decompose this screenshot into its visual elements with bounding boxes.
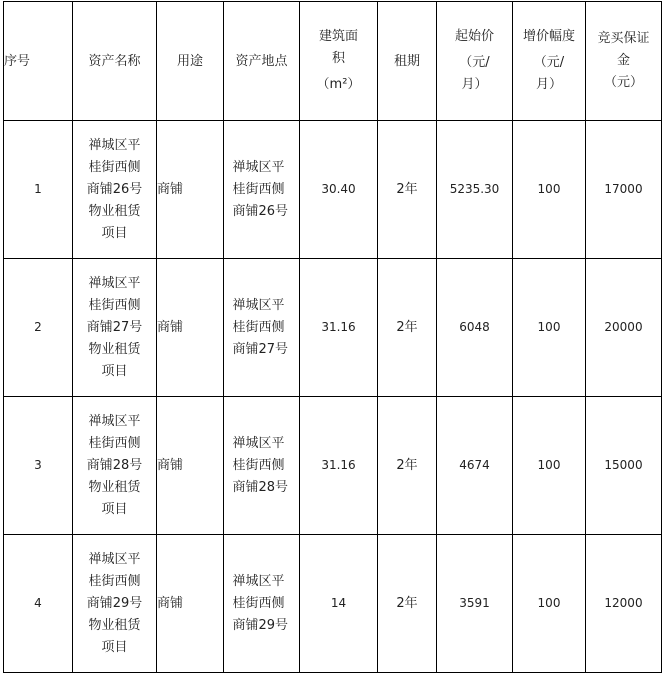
header-area-line2: 积: [331, 51, 345, 66]
table-row: [4, 259, 662, 397]
cell-term: 2年: [378, 397, 437, 535]
cell-name: 禅城区平桂街西侧商铺29号物业租赁项目: [73, 535, 157, 673]
header-use: 用途: [157, 2, 224, 121]
header-term: 租期: [378, 2, 437, 121]
cell-no: 2: [4, 259, 73, 397]
header-increment-label: 增价幅度: [522, 29, 575, 44]
header-no: 序号: [4, 2, 73, 121]
cell-use: 商铺: [157, 535, 224, 673]
cell-deposit: 20000: [586, 259, 662, 397]
header-area: [300, 2, 378, 121]
cell-start-price: 3591: [437, 535, 513, 673]
header-deposit: [586, 2, 662, 121]
table-row: [4, 397, 662, 535]
header-start-unit-1: （元/: [459, 55, 490, 70]
cell-location: 禅城区平桂街西侧商铺28号: [224, 397, 300, 535]
header-increment: [513, 2, 586, 121]
table-row: [4, 121, 662, 259]
header-start-price-label: 起始价: [454, 29, 494, 44]
cell-area: 31.16: [300, 397, 378, 535]
cell-start-price: 5235.30: [437, 121, 513, 259]
cell-term: 2年: [378, 121, 437, 259]
lease-table: [3, 1, 662, 673]
table-header: [4, 2, 662, 121]
cell-increment: 100: [513, 121, 586, 259]
cell-start-price: 4674: [437, 397, 513, 535]
header-deposit-unit: （元）: [603, 75, 643, 90]
cell-name: 禅城区平桂街西侧商铺27号物业租赁项目: [73, 259, 157, 397]
cell-start-price: 6048: [437, 259, 513, 397]
cell-use: 商铺: [157, 397, 224, 535]
cell-area: 14: [300, 535, 378, 673]
cell-name: 禅城区平桂街西侧商铺26号物业租赁项目: [73, 121, 157, 259]
table-body: [4, 121, 662, 673]
header-start-price: [437, 2, 513, 121]
header-area-unit: （m²）: [316, 77, 361, 92]
header-name: 资产名称: [73, 2, 157, 121]
cell-deposit: 12000: [586, 535, 662, 673]
cell-increment: 100: [513, 397, 586, 535]
cell-use: 商铺: [157, 121, 224, 259]
header-area-line1: 建筑面: [318, 29, 358, 44]
cell-area: 30.40: [300, 121, 378, 259]
cell-location: 禅城区平桂街西侧商铺27号: [224, 259, 300, 397]
cell-term: 2年: [378, 535, 437, 673]
header-deposit-line1: 竞买保证: [597, 31, 650, 46]
cell-location: 禅城区平桂街西侧商铺26号: [224, 121, 300, 259]
header-deposit-line2: 金: [616, 53, 630, 68]
cell-no: 3: [4, 397, 73, 535]
cell-no: 1: [4, 121, 73, 259]
header-start-unit-2: 月）: [461, 77, 488, 92]
header-inc-unit-1: （元/: [533, 55, 565, 70]
cell-increment: 100: [513, 535, 586, 673]
cell-location: 禅城区平桂街西侧商铺29号: [224, 535, 300, 673]
cell-use: 商铺: [157, 259, 224, 397]
cell-deposit: 15000: [586, 397, 662, 535]
table-row: [4, 535, 662, 673]
header-row: [4, 2, 662, 121]
cell-area: 31.16: [300, 259, 378, 397]
header-location: 资产地点: [224, 2, 300, 121]
cell-increment: 100: [513, 259, 586, 397]
cell-deposit: 17000: [586, 121, 662, 259]
cell-no: 4: [4, 535, 73, 673]
cell-term: 2年: [378, 259, 437, 397]
header-inc-unit-2: 月）: [535, 77, 562, 92]
cell-name: 禅城区平桂街西侧商铺28号物业租赁项目: [73, 397, 157, 535]
